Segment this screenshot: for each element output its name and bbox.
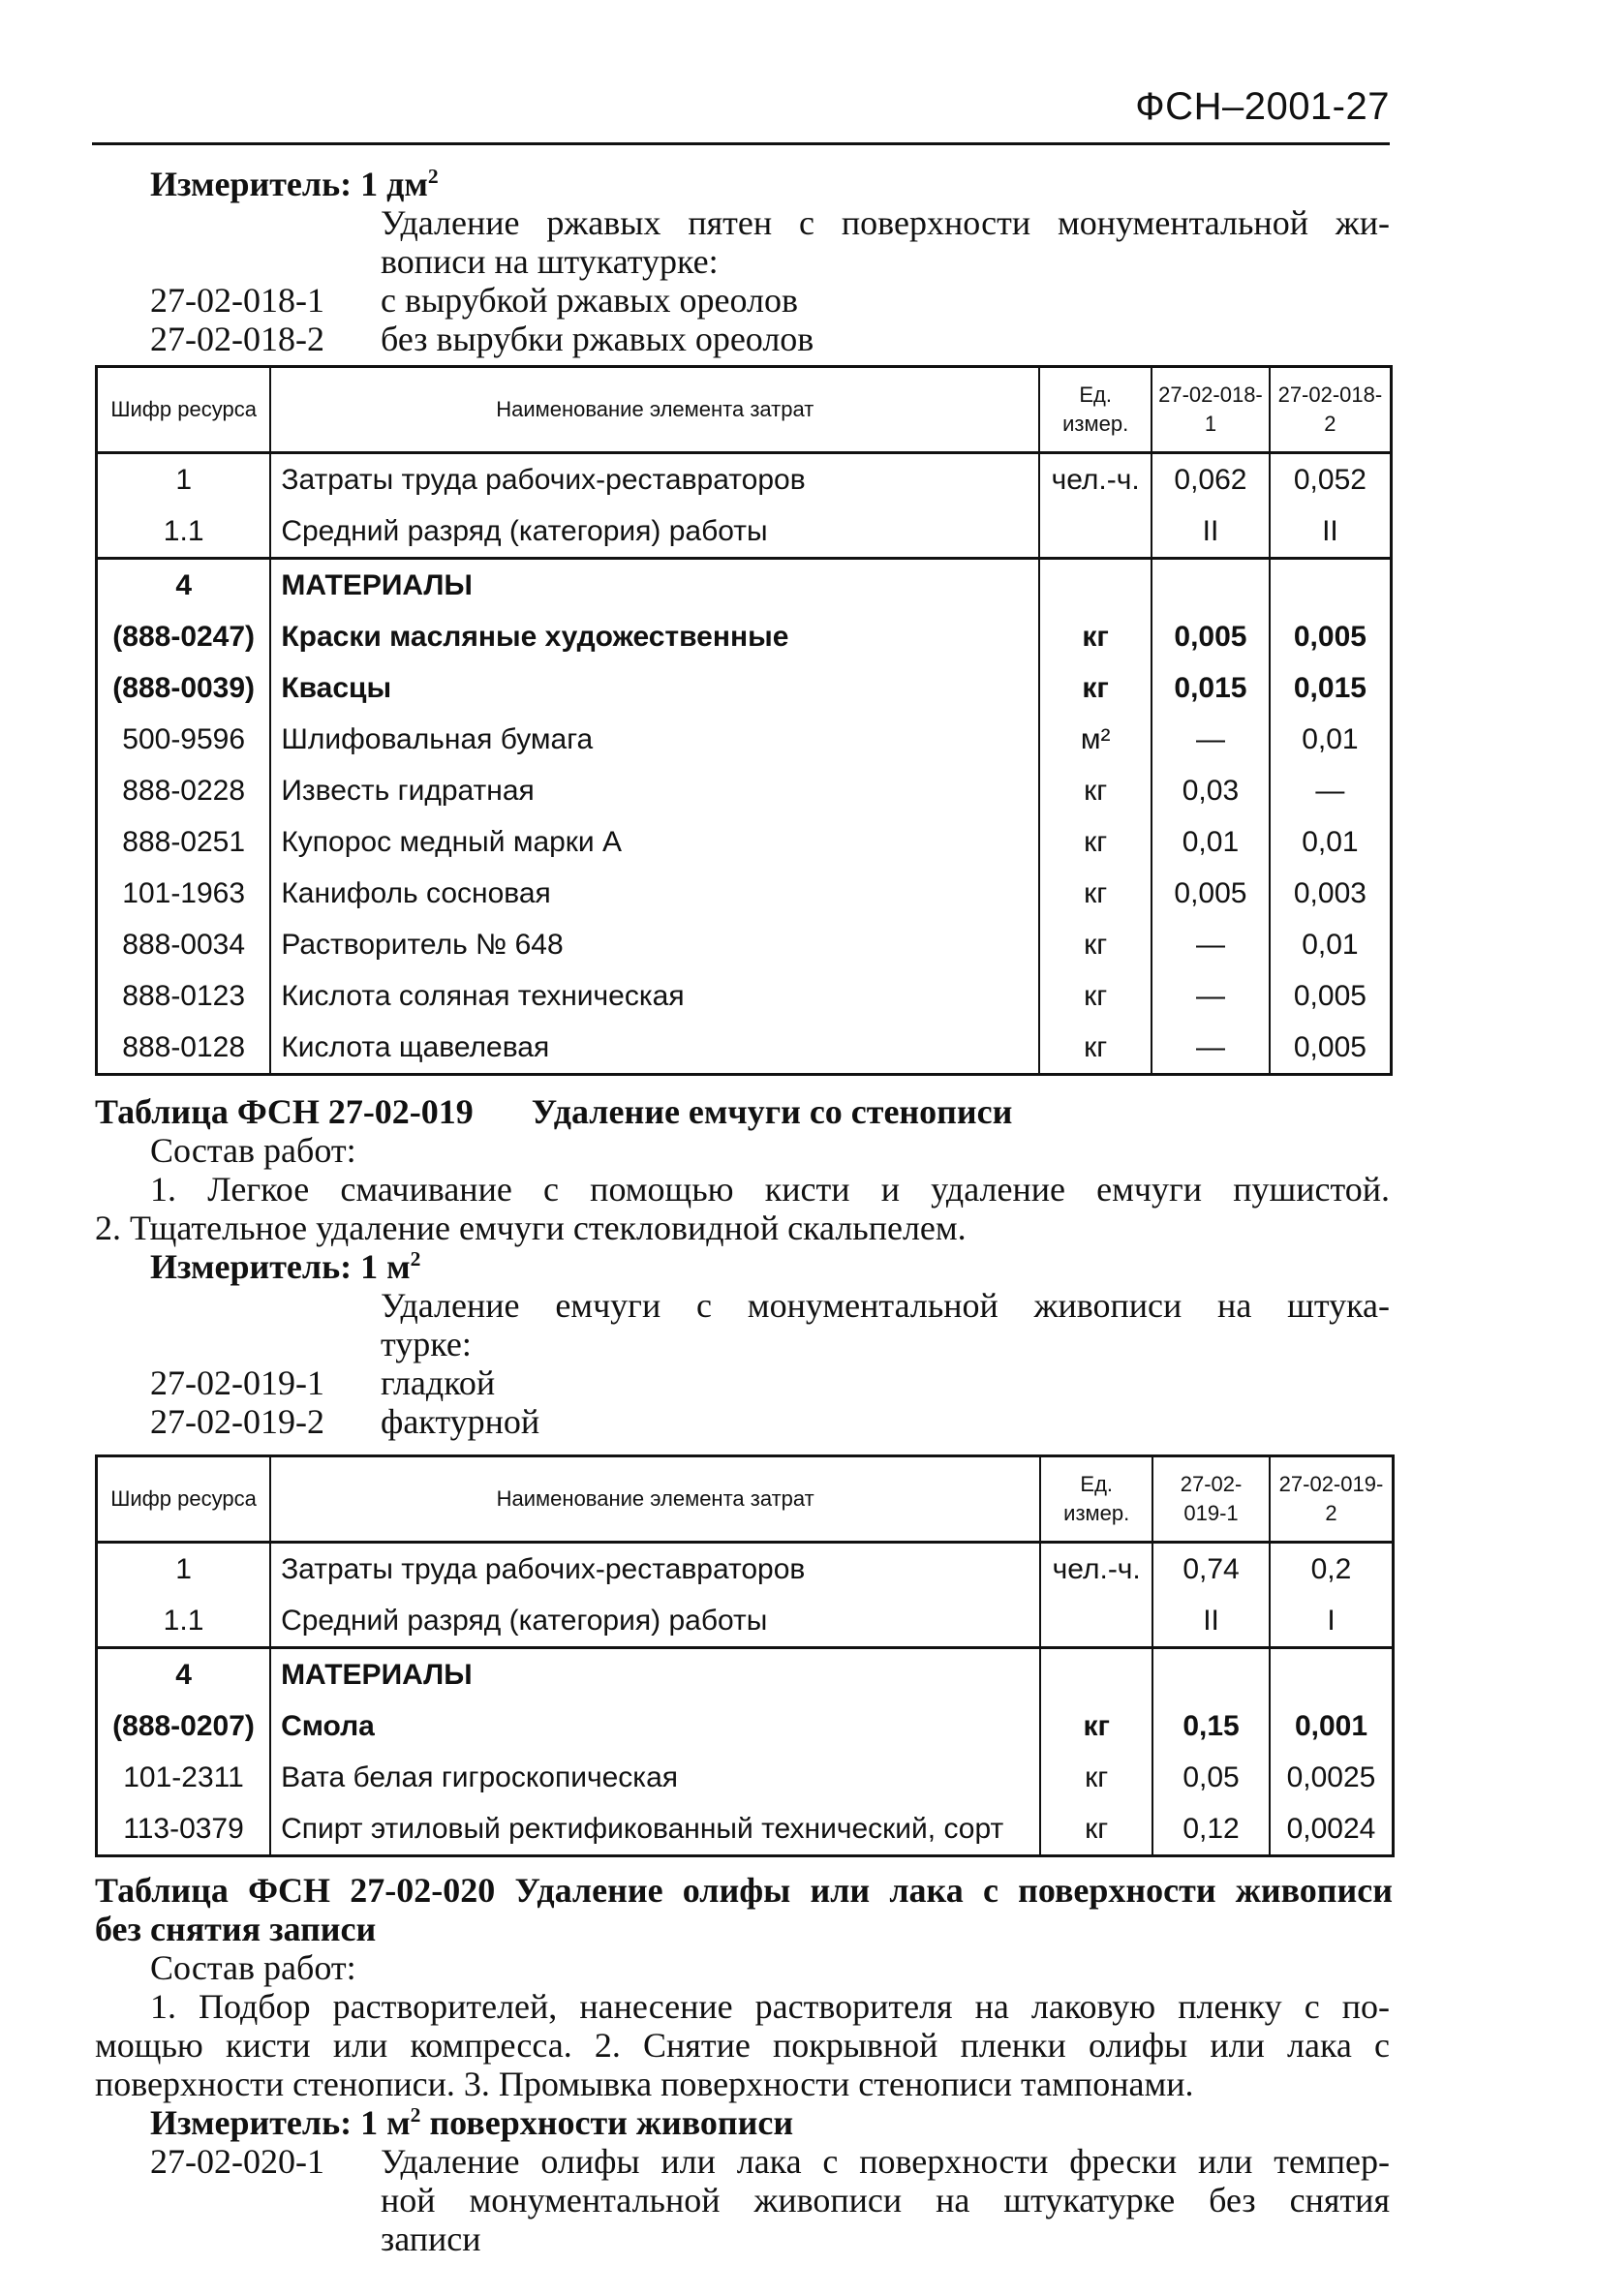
unit-cell: кг xyxy=(1040,1752,1152,1803)
item-code: 27-02-018-1 xyxy=(150,281,324,320)
value-col2-cell: I xyxy=(1270,1595,1394,1648)
item-text: без вырубки ржавых ореолов xyxy=(381,320,814,358)
table-heading-020-cont: без снятия записи xyxy=(95,1910,377,1948)
table-row xyxy=(97,611,1392,662)
resource-code-cell: 888-0034 xyxy=(97,919,271,970)
unit-cell: кг xyxy=(1039,1022,1152,1075)
resource-code-cell: 1 xyxy=(97,453,271,506)
resource-code-cell: 1 xyxy=(97,1543,271,1596)
item-text: гладкой xyxy=(381,1363,496,1402)
value-col1-cell: 0,005 xyxy=(1152,611,1270,662)
value-col1-cell xyxy=(1152,1648,1270,1701)
cost-name-cell: Растворитель № 648 xyxy=(270,919,1039,970)
value-col1-cell: — xyxy=(1152,970,1270,1022)
header-unit-cell: Ед. измер. xyxy=(1040,1456,1152,1543)
table-row xyxy=(97,816,1392,868)
value-col1-cell: 0,062 xyxy=(1152,453,1270,506)
work-composition-label: Состав работ: xyxy=(150,1131,356,1170)
header-unit-cell: Ед. измер. xyxy=(1039,367,1152,453)
unit-cell xyxy=(1040,1648,1152,1701)
cost-table-018 xyxy=(95,365,1393,1076)
value-col2-cell: 0,0024 xyxy=(1270,1803,1394,1856)
value-col1-cell: 0,03 xyxy=(1152,765,1270,816)
value-col2-cell xyxy=(1270,1648,1394,1701)
cost-name-cell: Краски масляные художественные xyxy=(270,611,1039,662)
value-col1-cell: 0,005 xyxy=(1152,868,1270,919)
unit-cell: кг xyxy=(1039,816,1152,868)
value-col1-cell: II xyxy=(1152,505,1270,559)
work-line: поверхности стенописи. 3. Промывка поверхности стенописи тампонами. xyxy=(95,2065,1194,2103)
value-col2-cell: 0,052 xyxy=(1270,453,1392,506)
unit-cell xyxy=(1039,505,1152,559)
resource-code-cell: 1.1 xyxy=(97,1595,271,1648)
work-composition-label: Состав работ: xyxy=(150,1948,356,1987)
value-col1-cell: — xyxy=(1152,919,1270,970)
table-row xyxy=(97,868,1392,919)
measure-label-3: Измеритель: 1 $м^2$ поверхности живописи xyxy=(150,2103,794,2142)
value-col2-cell: 0,01 xyxy=(1270,816,1392,868)
section2-desc-line2: турке: xyxy=(381,1325,472,1363)
table-row xyxy=(97,662,1392,714)
resource-code-cell: 4 xyxy=(97,1648,271,1701)
table-heading-020: Таблица ФСН 27-02-020 Удаление олифы или лака с поверхности живописи xyxy=(95,1871,1394,1910)
cost-name-cell: Известь гидратная xyxy=(270,765,1039,816)
unit-cell: кг xyxy=(1040,1803,1152,1856)
value-col2-cell: 0,015 xyxy=(1270,662,1392,714)
section2-desc-line1: Удаление емчуги с монументальной живописи на штука- xyxy=(381,1286,1390,1325)
table-row xyxy=(97,1648,1394,1701)
table-header-row xyxy=(97,1456,1394,1543)
cost-name-cell: Купорос медный марки А xyxy=(270,816,1039,868)
cost-name-cell: Кислота соляная техническая xyxy=(270,970,1039,1022)
work-line: мощью кисти или компресса. 2. Снятие покрывной пленки олифы или лака с xyxy=(95,2026,1390,2065)
cost-name-cell: Затраты труда рабочих-реставраторов xyxy=(270,453,1039,506)
section1-desc-line1: Удаление ржавых пятен с поверхности монументальной жи- xyxy=(381,203,1390,242)
table-row xyxy=(97,453,1392,506)
table-row xyxy=(97,1543,1394,1596)
table-row xyxy=(97,970,1392,1022)
value-col2-cell: 0,005 xyxy=(1270,970,1392,1022)
cost-name-cell: МАТЕРИАЛЫ xyxy=(270,1648,1040,1701)
resource-code-cell: 888-0251 xyxy=(97,816,271,868)
value-col2-cell: 0,005 xyxy=(1270,611,1392,662)
resource-code-cell: 888-0128 xyxy=(97,1022,271,1075)
resource-code-cell: 888-0228 xyxy=(97,765,271,816)
unit-cell xyxy=(1039,559,1152,612)
resource-code-cell: 101-1963 xyxy=(97,868,271,919)
item-code: 27-02-020-1 xyxy=(150,2142,324,2181)
table-row xyxy=(97,714,1392,765)
resource-code-cell: 1.1 xyxy=(97,505,271,559)
header-col2-cell: 27-02-019-2 xyxy=(1270,1456,1394,1543)
cost-name-cell: МАТЕРИАЛЫ xyxy=(270,559,1039,612)
page-header-code: ФСН–2001-27 xyxy=(1135,85,1390,128)
value-col1-cell: 0,74 xyxy=(1152,1543,1270,1596)
item-text-line: ной монументальной живописи на штукатурке без снятия xyxy=(381,2181,1390,2219)
measure-label-2: Измеритель: 1 $м^2$ xyxy=(150,1247,421,1286)
header-col1-cell: 27-02-019-1 xyxy=(1152,1456,1270,1543)
table-heading-019: Таблица ФСН 27-02-019 Удаление емчуги со стенописи xyxy=(95,1092,1013,1131)
item-code: 27-02-018-2 xyxy=(150,320,324,358)
work-line: 1. Легкое смачивание с помощью кисти и удаление емчуги пушистой. xyxy=(150,1170,1390,1209)
value-col2-cell: — xyxy=(1270,765,1392,816)
value-col2-cell: 0,01 xyxy=(1270,714,1392,765)
cost-table-019 xyxy=(95,1454,1395,1857)
cost-table-body xyxy=(97,1456,1394,1856)
cost-name-cell: Кислота щавелевая xyxy=(270,1022,1039,1075)
value-col2-cell: 0,001 xyxy=(1270,1700,1394,1752)
unit-cell: кг xyxy=(1039,765,1152,816)
cost-name-cell: Затраты труда рабочих-реставраторов xyxy=(270,1543,1040,1596)
table-row xyxy=(97,1700,1394,1752)
item-code: 27-02-019-1 xyxy=(150,1363,324,1402)
resource-code-cell: 500-9596 xyxy=(97,714,271,765)
cost-name-cell: Шлифовальная бумага xyxy=(270,714,1039,765)
unit-cell: чел.-ч. xyxy=(1039,453,1152,506)
table-row xyxy=(97,1595,1394,1648)
value-col2-cell: 0,003 xyxy=(1270,868,1392,919)
value-col2-cell: 0,0025 xyxy=(1270,1752,1394,1803)
value-col1-cell: — xyxy=(1152,1022,1270,1075)
unit-cell: кг xyxy=(1039,868,1152,919)
value-col1-cell xyxy=(1152,559,1270,612)
item-text-line: записи xyxy=(381,2219,481,2258)
header-name-cell: Наименование элемента затрат xyxy=(270,1456,1040,1543)
table-row xyxy=(97,559,1392,612)
table-row xyxy=(97,765,1392,816)
work-line: 2. Тщательное удаление емчуги стекловидной скальпелем. xyxy=(95,1209,967,1247)
table-row xyxy=(97,1752,1394,1803)
header-code-cell: Шифр ресурса xyxy=(97,367,271,453)
resource-code-cell: 101-2311 xyxy=(97,1752,271,1803)
resource-code-cell: 4 xyxy=(97,559,271,612)
value-col1-cell: — xyxy=(1152,714,1270,765)
unit-cell: кг xyxy=(1039,662,1152,714)
item-text: фактурной xyxy=(381,1402,540,1441)
unit-cell xyxy=(1040,1595,1152,1648)
item-code: 27-02-019-2 xyxy=(150,1402,324,1441)
unit-cell: кг xyxy=(1039,919,1152,970)
header-col2-cell: 27-02-018-2 xyxy=(1270,367,1392,453)
unit-cell: кг xyxy=(1039,611,1152,662)
cost-name-cell: Средний разряд (категория) работы xyxy=(270,505,1039,559)
table-row xyxy=(97,1803,1394,1856)
unit-cell: м² xyxy=(1039,714,1152,765)
work-line: 1. Подбор растворителей, нанесение растворителя на лаковую пленку с по- xyxy=(150,1987,1390,2026)
unit-cell: кг xyxy=(1040,1700,1152,1752)
value-col1-cell: 0,12 xyxy=(1152,1803,1270,1856)
resource-code-cell: 113-0379 xyxy=(97,1803,271,1856)
header-name-cell: Наименование элемента затрат xyxy=(270,367,1039,453)
cost-name-cell: Спирт этиловый ректификованный технический, сорт xyxy=(270,1803,1040,1856)
value-col1-cell: 0,01 xyxy=(1152,816,1270,868)
value-col1-cell: II xyxy=(1152,1595,1270,1648)
item-text-line: Удаление олифы или лака с поверхности фрески или темпер- xyxy=(381,2142,1390,2181)
table-row xyxy=(97,505,1392,559)
cost-name-cell: Вата белая гигроскопическая xyxy=(270,1752,1040,1803)
value-col2-cell: 0,01 xyxy=(1270,919,1392,970)
resource-code-cell: 888-0123 xyxy=(97,970,271,1022)
section1-desc-line2: вописи на штукатурке: xyxy=(381,242,719,281)
item-text: с вырубкой ржавых ореолов xyxy=(381,281,798,320)
cost-name-cell: Смола xyxy=(270,1700,1040,1752)
value-col2-cell xyxy=(1270,559,1392,612)
table-header-row xyxy=(97,367,1392,453)
resource-code-cell: (888-0039) xyxy=(97,662,271,714)
unit-cell: кг xyxy=(1039,970,1152,1022)
cost-name-cell: Квасцы xyxy=(270,662,1039,714)
measure-label-1: Измеритель: 1 $дм^2$ xyxy=(150,165,439,203)
value-col1-cell: 0,015 xyxy=(1152,662,1270,714)
cost-name-cell: Средний разряд (категория) работы xyxy=(270,1595,1040,1648)
table-row xyxy=(97,1022,1392,1075)
resource-code-cell: (888-0207) xyxy=(97,1700,271,1752)
value-col1-cell: 0,05 xyxy=(1152,1752,1270,1803)
value-col1-cell: 0,15 xyxy=(1152,1700,1270,1752)
header-col1-cell: 27-02-018-1 xyxy=(1152,367,1270,453)
header-rule xyxy=(92,142,1390,145)
value-col2-cell: II xyxy=(1270,505,1392,559)
cost-table-body xyxy=(97,367,1392,1075)
resource-code-cell: (888-0247) xyxy=(97,611,271,662)
value-col2-cell: 0,005 xyxy=(1270,1022,1392,1075)
value-col2-cell: 0,2 xyxy=(1270,1543,1394,1596)
header-code-cell: Шифр ресурса xyxy=(97,1456,271,1543)
unit-cell: чел.-ч. xyxy=(1040,1543,1152,1596)
table-row xyxy=(97,919,1392,970)
cost-name-cell: Канифоль сосновая xyxy=(270,868,1039,919)
